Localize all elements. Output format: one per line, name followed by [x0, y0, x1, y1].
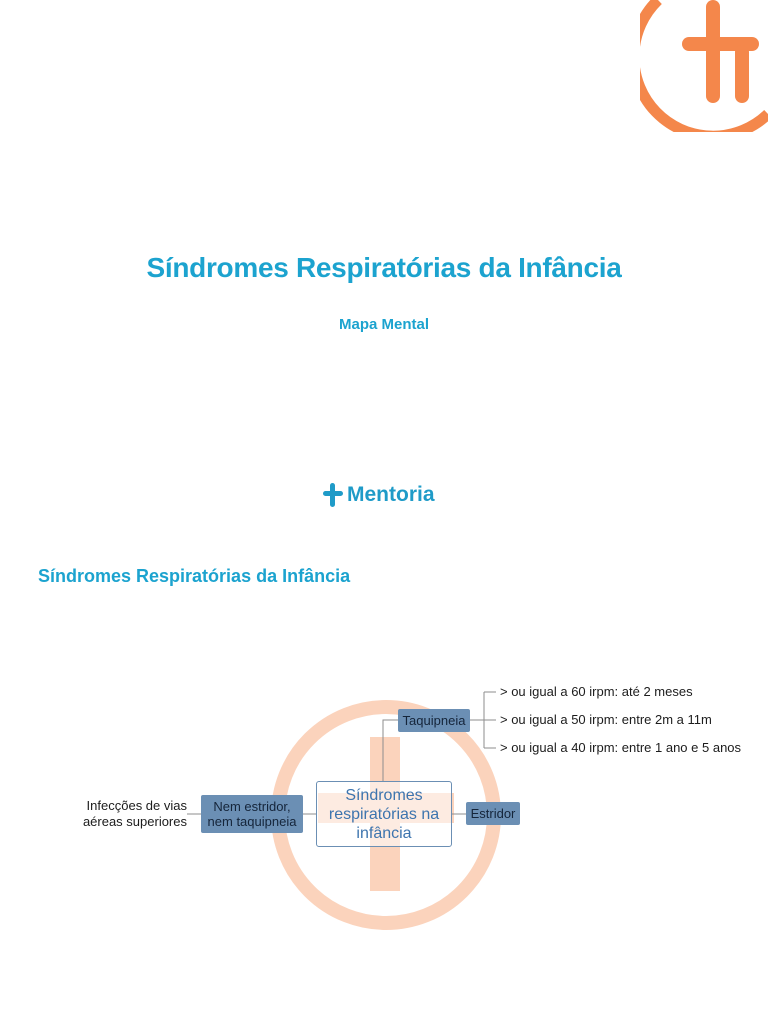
estridor-node: Estridor — [466, 802, 520, 825]
left-leaf-text: Infecções de vias aéreas superiores — [82, 798, 187, 829]
taquipneia-item-2: > ou igual a 50 irpm: entre 2m a 11m — [500, 712, 712, 727]
taquipneia-item-3: > ou igual a 40 irpm: entre 1 ano e 5 anos — [500, 740, 742, 755]
brand-name: Mentoria — [347, 483, 435, 506]
nem-estridor-node: Nem estridor, nem taquipneia — [201, 795, 303, 833]
section-title: Síndromes Respiratórias da Infância — [38, 566, 351, 586]
taquipneia-item-1: > ou igual a 60 irpm: até 2 meses — [500, 684, 693, 699]
cover-subtitle: Mapa Mental — [338, 316, 429, 333]
taquipneia-node: Taquipneia — [398, 709, 470, 732]
central-topic-node: Síndromes respiratórias na infância — [316, 781, 452, 847]
cover-title: Síndromes Respiratórias da Infância — [146, 252, 622, 283]
